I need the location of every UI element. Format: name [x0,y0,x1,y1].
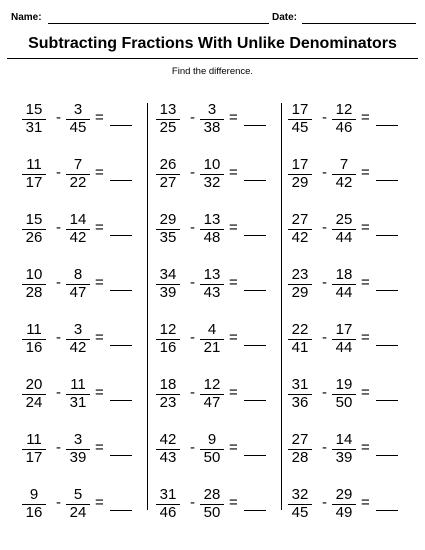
equals-sign: = [229,384,238,401]
fraction [288,212,312,246]
fraction [288,377,312,411]
equals-sign: = [361,329,370,346]
problem-item [288,212,406,246]
denominator: 25 [159,119,177,136]
denominator: 45 [291,119,309,136]
numerator: 20 [25,376,43,393]
numerator: 11 [26,431,42,448]
numerator: 9 [29,486,39,503]
denominator: 16 [25,504,43,521]
numerator: 29 [159,211,177,228]
minus-sign: - [190,439,195,456]
numerator: 12 [335,101,353,118]
denominator: 39 [69,449,87,466]
problem-item [288,487,406,521]
answer-blank[interactable] [244,510,266,511]
minus-sign: - [322,109,327,126]
answer-blank[interactable] [244,345,266,346]
numerator: 32 [291,486,309,503]
numerator: 31 [291,376,309,393]
numerator: 15 [25,101,43,118]
minus-sign: - [56,109,61,126]
fraction [66,322,90,356]
fraction [66,212,90,246]
numerator: 12 [203,376,221,393]
date-label: Date: [272,12,298,23]
denominator: 29 [291,284,309,301]
fraction [22,102,46,136]
fraction [22,487,46,521]
fraction [156,102,180,136]
minus-sign: - [322,329,327,346]
answer-blank[interactable] [110,510,132,511]
problem-item [22,212,140,246]
minus-sign: - [322,219,327,236]
denominator: 42 [291,229,309,246]
answer-blank[interactable] [110,400,132,401]
numerator: 28 [203,486,221,503]
problem-item [22,102,140,136]
minus-sign: - [56,219,61,236]
denominator: 28 [25,284,43,301]
fraction [156,322,180,356]
denominator: 46 [159,504,177,521]
minus-sign: - [56,274,61,291]
denominator: 23 [159,394,177,411]
equals-sign: = [361,384,370,401]
answer-blank[interactable] [376,290,398,291]
denominator: 39 [335,449,353,466]
problem-item [156,487,274,521]
numerator: 26 [159,156,177,173]
denominator: 43 [203,284,221,301]
date-field-line[interactable] [302,23,416,24]
numerator: 5 [73,486,83,503]
minus-sign: - [190,494,195,511]
answer-blank[interactable] [376,180,398,181]
fraction [66,267,90,301]
numerator: 11 [26,156,42,173]
numerator: 10 [203,156,221,173]
denominator: 45 [69,119,87,136]
numerator: 19 [335,376,353,393]
equals-sign: = [229,164,238,181]
numerator: 23 [291,266,309,283]
equals-sign: = [95,494,104,511]
problem-item [22,487,140,521]
equals-sign: = [361,439,370,456]
denominator: 26 [25,229,43,246]
denominator: 50 [203,449,221,466]
numerator: 18 [335,266,353,283]
problem-item [156,377,274,411]
denominator: 43 [159,449,177,466]
numerator: 27 [291,431,309,448]
fraction [200,267,224,301]
fraction [332,267,356,301]
numerator: 8 [73,266,83,283]
answer-blank[interactable] [376,235,398,236]
equals-sign: = [361,164,370,181]
fraction [332,487,356,521]
denominator: 21 [203,339,221,356]
denominator: 50 [335,394,353,411]
answer-blank[interactable] [376,345,398,346]
numerator: 17 [291,156,309,173]
denominator: 24 [69,504,87,521]
fraction [288,267,312,301]
answer-blank[interactable] [244,455,266,456]
denominator: 49 [335,504,353,521]
numerator: 3 [207,101,217,118]
minus-sign: - [56,164,61,181]
fraction [22,432,46,466]
fraction [288,487,312,521]
answer-blank[interactable] [110,345,132,346]
fraction [66,432,90,466]
numerator: 11 [70,376,86,393]
denominator: 41 [291,339,309,356]
fraction [22,212,46,246]
fraction [288,432,312,466]
numerator: 7 [73,156,83,173]
denominator: 16 [159,339,177,356]
minus-sign: - [322,439,327,456]
numerator: 3 [73,101,83,118]
answer-blank[interactable] [110,290,132,291]
minus-sign: - [190,274,195,291]
numerator: 18 [159,376,177,393]
numerator: 13 [159,101,177,118]
numerator: 15 [25,211,43,228]
denominator: 50 [203,504,221,521]
worksheet-title: Subtracting Fractions With Unlike Denominators [28,35,397,52]
equals-sign: = [95,274,104,291]
fraction [66,487,90,521]
minus-sign: - [322,164,327,181]
answer-blank[interactable] [376,125,398,126]
header-row [11,12,417,26]
answer-blank[interactable] [376,400,398,401]
numerator: 14 [69,211,87,228]
fraction [332,212,356,246]
problem-item [156,102,274,136]
fraction [66,157,90,191]
name-label: Name: [11,12,42,23]
equals-sign: = [95,329,104,346]
minus-sign: - [322,384,327,401]
column-divider [147,103,148,510]
numerator: 31 [159,486,177,503]
instruction-text: Find the difference. [171,66,254,77]
equals-sign: = [229,494,238,511]
denominator: 27 [159,174,177,191]
equals-sign: = [95,384,104,401]
numerator: 10 [25,266,43,283]
numerator: 4 [207,321,217,338]
fraction [332,102,356,136]
answer-blank[interactable] [244,400,266,401]
equals-sign: = [95,109,104,126]
denominator: 36 [291,394,309,411]
problem-item [288,322,406,356]
problem-item [22,322,140,356]
numerator: 12 [159,321,177,338]
numerator: 7 [339,156,349,173]
problem-item [22,157,140,191]
fraction [66,377,90,411]
fraction [156,432,180,466]
denominator: 17 [25,449,43,466]
problem-item [156,322,274,356]
numerator: 14 [335,431,353,448]
equals-sign: = [361,219,370,236]
answer-blank[interactable] [110,455,132,456]
numerator: 9 [207,431,217,448]
fraction [156,212,180,246]
minus-sign: - [56,494,61,511]
fraction [288,157,312,191]
fraction [200,377,224,411]
numerator: 3 [73,431,83,448]
denominator: 39 [159,284,177,301]
fraction [22,377,46,411]
denominator: 35 [159,229,177,246]
fraction [332,157,356,191]
fraction [200,212,224,246]
numerator: 13 [203,266,221,283]
equals-sign: = [95,219,104,236]
fraction [200,157,224,191]
equals-sign: = [229,109,238,126]
name-field-line[interactable] [48,23,269,24]
problem-item [288,432,406,466]
fraction [332,432,356,466]
denominator: 28 [291,449,309,466]
denominator: 47 [203,394,221,411]
answer-blank[interactable] [244,290,266,291]
denominator: 42 [69,339,87,356]
problem-item [156,267,274,301]
denominator: 29 [291,174,309,191]
numerator: 42 [159,431,177,448]
denominator: 44 [335,229,353,246]
numerator: 3 [73,321,83,338]
answer-blank[interactable] [376,455,398,456]
problem-item [156,212,274,246]
fraction [156,377,180,411]
denominator: 17 [25,174,43,191]
problem-item [288,157,406,191]
title-divider [7,58,418,59]
denominator: 48 [203,229,221,246]
problem-item [22,432,140,466]
minus-sign: - [56,439,61,456]
denominator: 46 [335,119,353,136]
equals-sign: = [95,439,104,456]
denominator: 47 [69,284,87,301]
denominator: 38 [203,119,221,136]
equals-sign: = [229,329,238,346]
minus-sign: - [190,384,195,401]
numerator: 22 [291,321,309,338]
numerator: 34 [159,266,177,283]
numerator: 17 [335,321,353,338]
answer-blank[interactable] [244,235,266,236]
fraction [156,267,180,301]
minus-sign: - [190,164,195,181]
fraction [22,267,46,301]
denominator: 24 [25,394,43,411]
denominator: 16 [25,339,43,356]
fraction [200,322,224,356]
minus-sign: - [190,219,195,236]
problem-item [156,432,274,466]
fraction [200,102,224,136]
answer-blank[interactable] [376,510,398,511]
denominator: 45 [291,504,309,521]
minus-sign: - [56,329,61,346]
fraction [156,487,180,521]
equals-sign: = [229,274,238,291]
equals-sign: = [361,109,370,126]
minus-sign: - [322,274,327,291]
denominator: 31 [69,394,87,411]
answer-blank[interactable] [244,180,266,181]
problem-item [22,377,140,411]
fraction [332,377,356,411]
fraction [22,322,46,356]
denominator: 42 [69,229,87,246]
problem-item [288,377,406,411]
minus-sign: - [190,329,195,346]
denominator: 44 [335,339,353,356]
equals-sign: = [95,164,104,181]
minus-sign: - [322,494,327,511]
fraction [22,157,46,191]
answer-blank[interactable] [110,125,132,126]
equals-sign: = [361,274,370,291]
denominator: 22 [69,174,87,191]
minus-sign: - [56,384,61,401]
fraction [288,322,312,356]
denominator: 32 [203,174,221,191]
numerator: 11 [26,321,42,338]
fraction [332,322,356,356]
fraction [200,487,224,521]
problem-item [22,267,140,301]
numerator: 27 [291,211,309,228]
column-divider [281,103,282,510]
problem-item [288,102,406,136]
fraction [288,102,312,136]
denominator: 42 [335,174,353,191]
fraction [200,432,224,466]
answer-blank[interactable] [110,180,132,181]
problem-item [156,157,274,191]
numerator: 29 [335,486,353,503]
equals-sign: = [361,494,370,511]
answer-blank[interactable] [110,235,132,236]
numerator: 17 [291,101,309,118]
fraction [156,157,180,191]
problem-item [288,267,406,301]
answer-blank[interactable] [244,125,266,126]
numerator: 13 [203,211,221,228]
numerator: 25 [335,211,353,228]
equals-sign: = [229,219,238,236]
denominator: 44 [335,284,353,301]
equals-sign: = [229,439,238,456]
denominator: 31 [25,119,43,136]
minus-sign: - [190,109,195,126]
fraction [66,102,90,136]
